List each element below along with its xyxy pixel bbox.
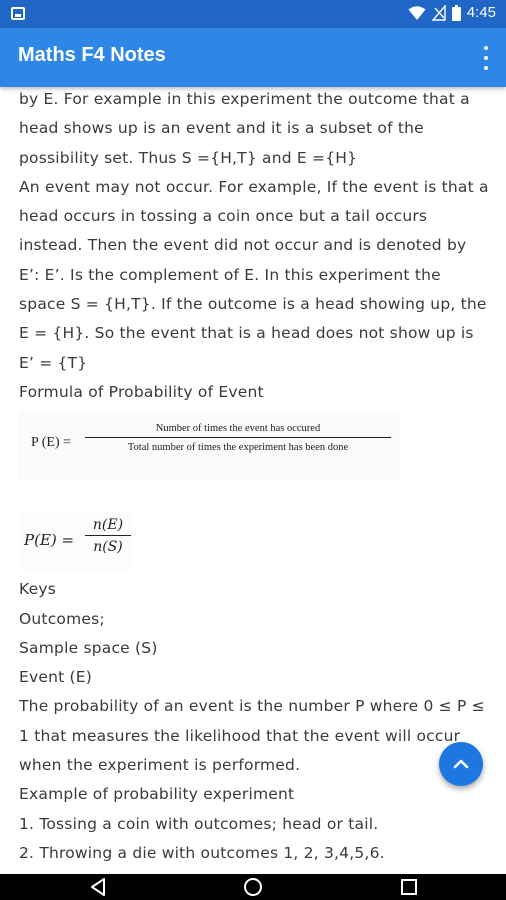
status-bar [0,0,506,28]
section-heading: Formula of Probability of Event [19,382,264,401]
app-bar [0,28,506,87]
formula-denominator: n(S) [93,539,123,556]
formula-numerator: n(E) [85,517,131,536]
paragraph: 2. Throwing a die with outcomes 1, 2, 3,4,5,6. [19,843,385,862]
notification-icon [11,7,25,20]
probability-formula-short-image [19,511,131,571]
home-icon[interactable] [243,877,263,897]
formula-lhs: P (E) = [31,435,72,451]
battery-icon [452,5,461,21]
paragraph: Sample space (S) [19,638,158,657]
probability-formula-image [19,411,400,481]
formula-lhs: P(E) = [24,531,75,550]
scroll-top-button[interactable] [439,742,483,786]
formula-numerator: Number of times the event has occured [85,423,391,438]
wifi-icon [408,5,426,21]
formula-denominator: Total number of times the experiment has been done [127,442,349,454]
notes-content[interactable] [0,87,506,874]
recents-icon[interactable] [400,877,418,897]
navigation-bar [0,874,506,900]
paragraph: by E. For example in this experiment the outcome that a head shows up is an event and it is a subset of the possibility set. Thus S ={H,T} and E ={H} [19,90,470,167]
paragraph: The probability of an event is the number P where 0 ≤ P ≤ 1 that measures the likelihood that the event will occur when the experiment is performed. [19,697,485,775]
formula-fraction [85,423,391,453]
status-time: 4:45 [466,4,496,21]
chevron-up-icon [453,758,469,770]
more-vert-icon[interactable] [480,46,492,70]
formula-fraction [85,517,131,555]
signal-icon [432,5,446,21]
paragraph: Example of probability experiment [19,785,295,804]
paragraph: Keys [19,580,56,599]
paragraph: An event may not occur. For example, If the event is that a head occurs in tossing a coin once but a tail occurs instead. Then the event did not occur and is denoted by E’: E’. Is the complement of E. In this experiment the space S = {H,T}. If the outcome is a head showing up, the E = {H}. So the event that is a head does not show up is E’ = {T} [19,177,489,372]
back-icon[interactable] [89,877,107,897]
paragraph: 1. Tossing a coin with outcomes; head or tail. [19,814,379,833]
paragraph: Event (E) [19,668,93,687]
app-title: Maths F4 Notes [18,44,166,66]
paragraph: Outcomes; [19,609,105,628]
status-icons [408,4,496,21]
